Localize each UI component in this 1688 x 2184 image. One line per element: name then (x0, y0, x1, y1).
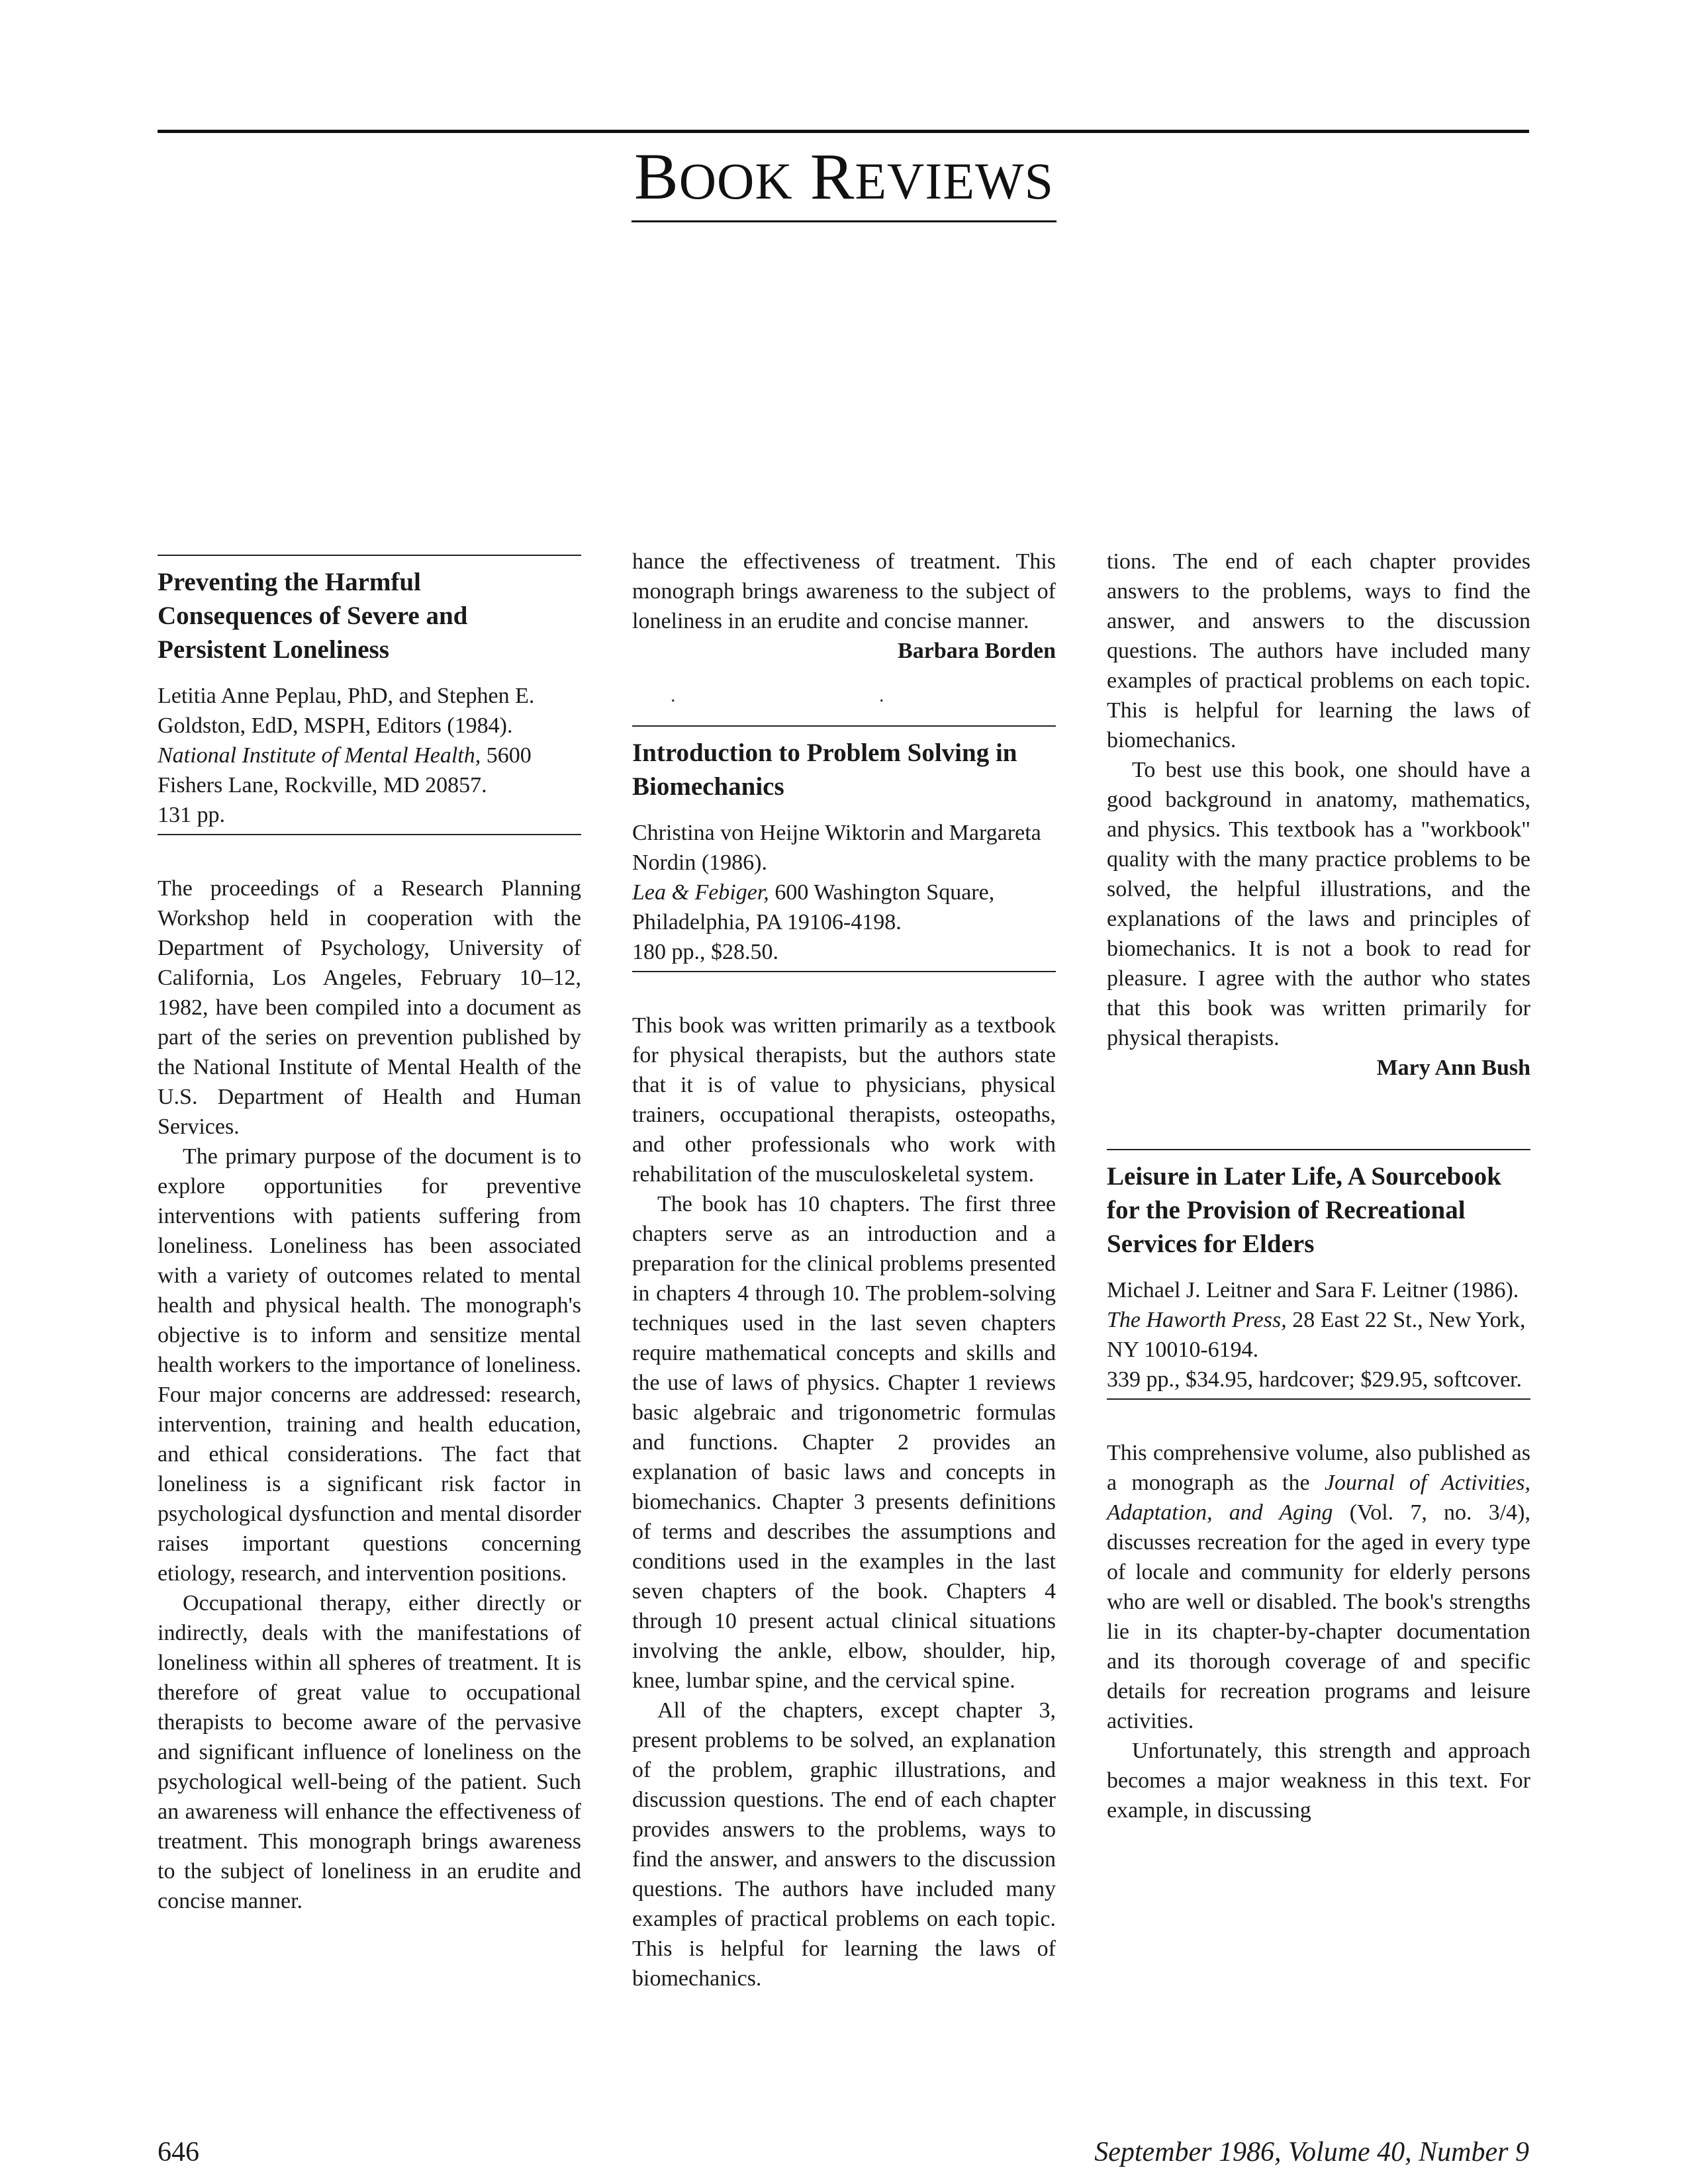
review-3-title: Leisure in Later Life, A Sourcebook for the Provision of Recreational Services for Elders (1107, 1162, 1501, 1258)
review-rule-top (1107, 1149, 1530, 1150)
review-2-title: Introduction to Problem Solving in Biomechanics (632, 739, 1017, 801)
review-2-pages: 180 pp., $28.50. (632, 940, 778, 964)
review-2-body (632, 1011, 1056, 1991)
review-3-address: 28 East 22 St., New York, NY 10010-6194. (1107, 1308, 1526, 1362)
review-3-paragraph (1107, 1438, 1530, 1736)
review-2-reviewer: Mary Ann Bush (1376, 1056, 1530, 1080)
review-2-biblio (632, 818, 1056, 967)
review-1-pages: 131 pp. (158, 803, 225, 827)
title-small-ook: OOK (679, 152, 793, 210)
review-3-paragraph: Unfortunately, this strength and approach becomes a major weakness in this text. For example, in discussing (1107, 1739, 1530, 1823)
review-1-paragraph-continued: Occupational therapy, either directly or indirectly, deals with the manifestations of loneliness within all spheres of treatment. It is therefore of great value to occupational therapists to become aware of the pervasive and significant influence of loneliness on the psychological well-being of the patient. Such an awareness will enhance the effectiveness of treatment. This monograph brings awareness to the subject of loneliness in an erudite and concise manner. (158, 1591, 581, 1913)
review-1-paragraph: The proceedings of a Research Planning Workshop held in cooperation with the Department of Psychology, University of California, Los Angeles, February 10–12, 1982, have been compiled into a document as part of the series on prevention published by the National Institute of Mental Health of the U.S. Department of Health and Human Services. (158, 876, 581, 1139)
review-rule-top (632, 725, 1056, 727)
review-1-reviewer: Barbara Borden (898, 639, 1056, 663)
title-cap-r: R (810, 140, 855, 213)
section-title (0, 140, 1688, 222)
review-1-publisher: National Institute of Mental Health, (158, 743, 481, 768)
review-3-authors: Michael J. Leitner and Sara F. Leitner (1986). (1107, 1278, 1519, 1302)
review-2-paragraph: This book was written primarily as a textbook for physical therapists, but the authors state that it is of value to physicians, physical trainers, occupational therapists, osteopaths, and other professionals who work with rehabilitation of the musculoskeletal system. (632, 1013, 1056, 1187)
column-2 (632, 547, 1056, 1991)
review-2-authors: Christina von Heijne Wiktorin and Margareta Nordin (1986). (632, 821, 1041, 875)
review-1-body-continued (632, 547, 1056, 636)
review-2-paragraph: To best use this book, one should have a good background in anatomy, mathematics, and physics. This textbook has a "workbook" quality with the many practice problems to be solved, the helpful illustrations, and the explanations of the laws and principles of biomechanics. It is not a book to read for pleasure. I agree with the author who states that this book was written primarily for physical therapists. (1107, 758, 1530, 1050)
review-1-address: 5600 Fishers Lane, Rockville, MD 20857. (158, 743, 532, 797)
header-rule (158, 130, 1529, 133)
review-3-journal: Journal of Activities, Adaptation, and Aging (1107, 1471, 1531, 1525)
review-1-title: Preventing the Harmful Consequences of Severe and Persistent Loneliness (158, 568, 468, 664)
review-3-publisher-line (1107, 1305, 1530, 1365)
review-2-paragraph-continued: All of the chapters, except chapter 3, present problems to be solved, an explanation of the problem, graphic illustrations, and discussion questions. The end of each chapter provides answers to the problems, ways to find the answer, and answers to the discussion questions. The authors have included many examples of practical problems on each topic. This is helpful for learning the laws of biomechanics. (632, 1698, 1056, 1991)
separator-dots: . . (671, 684, 984, 706)
review-1-paragraph: The primary purpose of the document is to explore opportunities for preventive interventions with patients suffering from loneliness. Loneliness has been associated with a variety of outcomes related to mental health and physical health. The monograph's objective is to inform and sensitize mental health workers to the importance of loneliness. Four major concerns are addressed: research, intervention, training and health education, and ethical considerations. The fact that loneliness is a significant risk factor in psychological dysfunction and mental disorder raises important questions concerning etiology, research, and intervention positions. (158, 1144, 581, 1586)
review-3-pages: 339 pp., $34.95, hardcover; $29.95, softcover. (1107, 1367, 1522, 1392)
review-1-paragraph-tail: hance the effectiveness of treatment. This monograph brings awareness to the subject of loneliness in an erudite and concise manner. (632, 549, 1056, 633)
review-2-address: 600 Washington Square, Philadelphia, PA 19106-4198. (632, 880, 995, 934)
review-3-intro-start: This comprehensive volume, also published as a monograph as the (1107, 1441, 1530, 1495)
review-3-publisher: The Haworth Press, (1107, 1308, 1287, 1332)
review-1-biblio (158, 681, 581, 830)
column-3 (1107, 547, 1530, 1825)
page-number: 646 (158, 2137, 199, 2167)
review-3-body (1107, 1438, 1530, 1825)
review-2-publisher-line (632, 878, 1056, 937)
review-1-authors: Letitia Anne Peplau, PhD, and Stephen E. Goldston, EdD, MSPH, Editors (1984). (158, 684, 535, 738)
review-3-biblio (1107, 1275, 1530, 1394)
title-cap-b: B (633, 140, 679, 213)
review-1-publisher-line (158, 741, 581, 800)
column-1 (158, 555, 581, 1913)
review-1-body (158, 874, 581, 1913)
review-rule-top (158, 555, 581, 556)
review-2-publisher: Lea & Febiger, (632, 880, 769, 905)
section-title-text (632, 140, 1056, 222)
review-2-paragraph: The book has 10 chapters. The first three chapters serve as an introduction and a preparation for the clinical problems presented in chapters 4 through 10. The problem-solving techniques used in the last seven chapters require mathematical concepts and skills and the use of laws of physics. Chapter 1 reviews basic algebraic and trigonometric formulas and functions. Chapter 2 provides an explanation of basic laws and concepts in biomechanics. Chapter 3 presents definitions of terms and describes the assumptions and conditions used in the examples in the last seven chapters of the book. Chapters 4 through 10 present actual clinical situations involving the ankle, elbow, shoulder, hip, knee, lumbar spine, and the cervical spine. (632, 1192, 1056, 1693)
review-2-body-continued (1107, 547, 1530, 1053)
review-2-paragraph-tail: tions. The end of each chapter provides answers to the problems, ways to find the answer, and answers to the discussion questions. The authors have included many examples of practical problems on each topic. This is helpful for learning the laws of biomechanics. (1107, 549, 1530, 752)
review-3-intro-end: (Vol. 7, no. 3/4), discusses recreation for the aged in every type of locale and community for elderly persons who are well or disabled. The book's strengths lie in its chapter-by-chapter documentation and its thorough coverage of and specific details for recreation programs and leisure activities. (1107, 1500, 1530, 1733)
title-small-eviews: EVIEWS (855, 152, 1054, 210)
issue-info: September 1986, Volume 40, Number 9 (1094, 2137, 1529, 2167)
